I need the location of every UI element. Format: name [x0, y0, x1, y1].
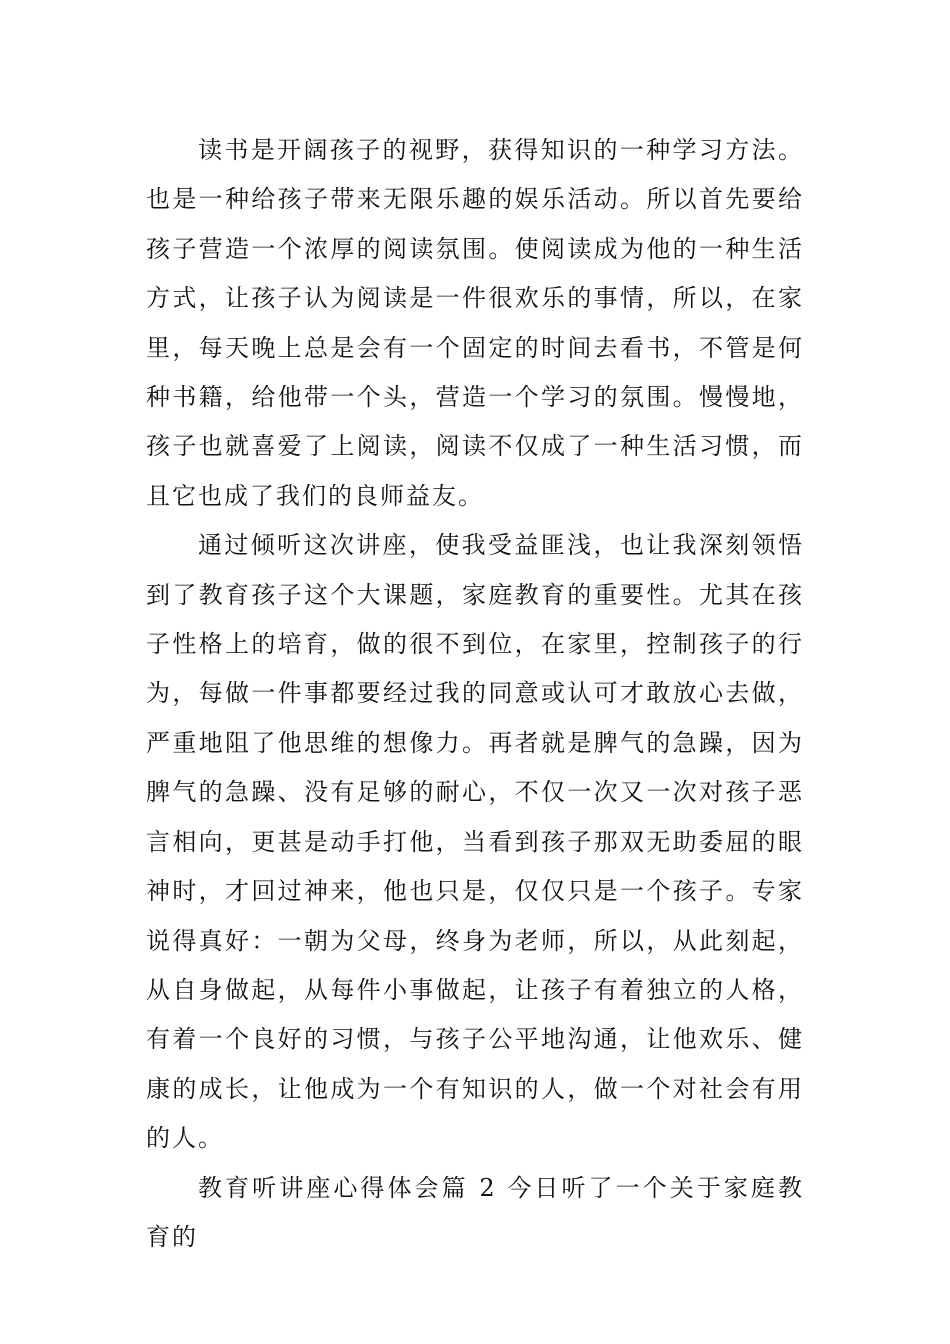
paragraph-section-2-start: 教育听讲座心得体会篇 2 今日听了一个关于家庭教育的 [146, 1173, 804, 1251]
paragraph-lecture-reflection: 通过倾听这次讲座，使我受益匪浅，也让我深刻领悟到了教育孩子这个大课题，家庭教育的重要性。尤其在孩子性格上的培育，做的很不到位，在家里，控制孩子的行为，每做一件事都要经过我的同意或认可才敢放心去做，严重地阻了他思维的想像力。再者就是脾气的急躁，因为脾气的急躁、没有足够的耐心，不仅一次又一次对孩子恶言相向，更甚是动手打他，当看到孩子那双无助委屈的眼神时，才回过神来，他也只是，仅仅只是一个孩子。专家说得真好：一朝为父母，终身为老师，所以，从此刻起，从自身做起，从每件小事做起，让孩子有着独立的人格，有着一个良好的习惯，与孩子公平地沟通，让他欢乐、健康的成长，让他成为一个有知识的人，做一个对社会有用的人。 [146, 531, 804, 1153]
paragraph-reading: 读书是开阔孩子的视野，获得知识的一种学习方法。也是一种给孩子带来无限乐趣的娱乐活动。所以首先要给孩子营造一个浓厚的阅读氛围。使阅读成为他的一种生活方式，让孩子认为阅读是一件很欢乐的事情，所以，在家里，每天晚上总是会有一个固定的时间去看书，不管是何种书籍，给他带一个头，营造一个学习的氛围。慢慢地，孩子也就喜爱了上阅读，阅读不仅成了一种生活习惯，而且它也成了我们的良师益友。 [146, 136, 804, 510]
